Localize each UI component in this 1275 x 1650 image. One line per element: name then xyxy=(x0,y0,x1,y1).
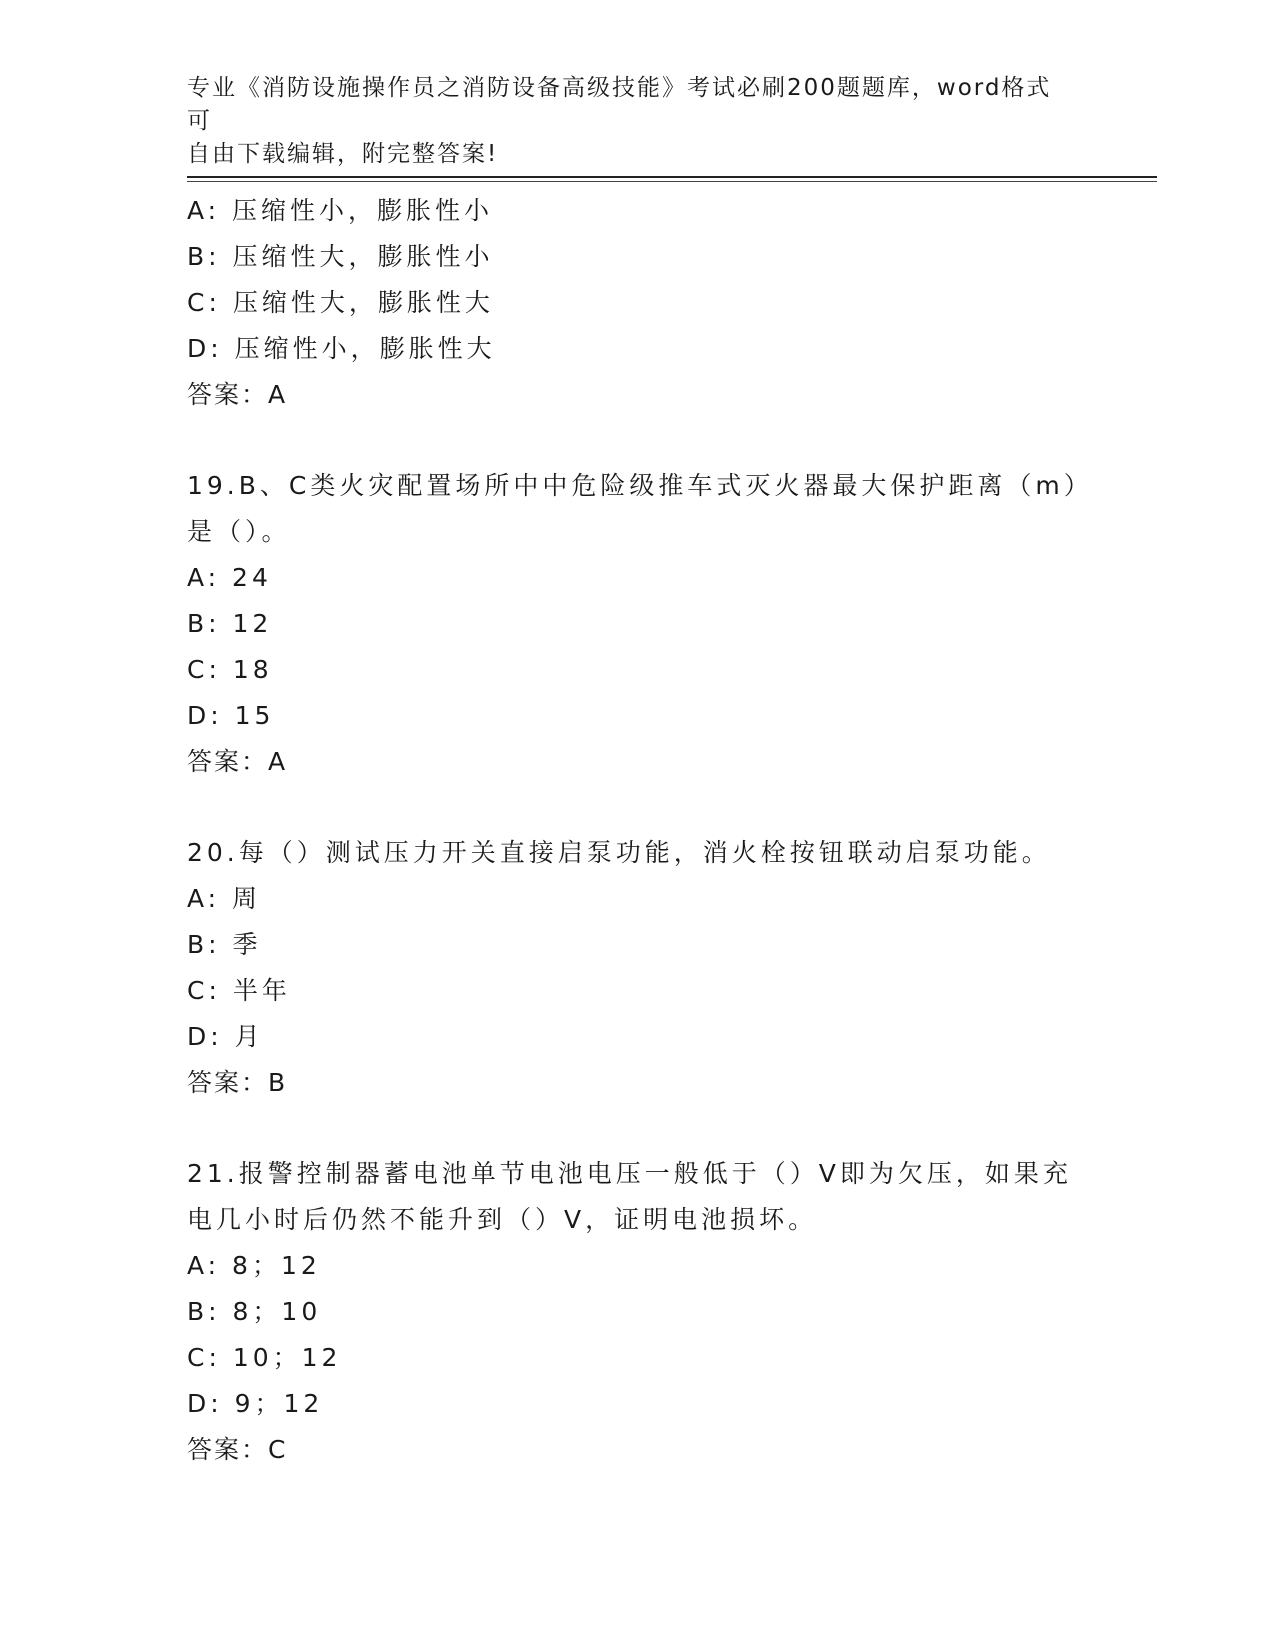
option-b: B: 12 xyxy=(187,609,273,638)
spacer xyxy=(187,1106,1087,1151)
option-a: A: 8；12 xyxy=(187,1251,321,1280)
option-d: D: 压缩性小，膨胀性大 xyxy=(187,334,496,363)
option-c: C: 压缩性大，膨胀性大 xyxy=(187,288,494,317)
question-19 xyxy=(187,463,1093,785)
option-c: C: 18 xyxy=(187,655,273,684)
header-line-2: 自由下载编辑，附完整答案! xyxy=(187,141,499,167)
question-list xyxy=(187,188,1093,1473)
question-21 xyxy=(187,1151,1087,1473)
option-a: A: 压缩性小，膨胀性小 xyxy=(187,196,494,225)
answer: 答案：C xyxy=(187,1435,288,1464)
option-b: B: 压缩性大，膨胀性小 xyxy=(187,242,494,271)
option-d: D: 月 xyxy=(187,1022,264,1051)
spacer xyxy=(187,785,1087,830)
header-line-1: 专业《消防设施操作员之消防设备高级技能》考试必刷200题题库，word格式可 xyxy=(187,75,1052,134)
question-stem-continued: 电几小时后仍然不能升到（）V，证明电池损坏。 xyxy=(187,1205,818,1234)
option-b: B: 8；10 xyxy=(187,1297,322,1326)
option-b: B: 季 xyxy=(187,930,262,959)
question-20 xyxy=(187,830,1087,1106)
document-header xyxy=(187,72,1067,171)
answer: 答案：A xyxy=(187,380,288,409)
question-stem: 19.B、C类火灾配置场所中中危险级推车式灭火器最大保护距离（m） xyxy=(187,471,1093,500)
header-divider-thick xyxy=(187,176,1157,178)
question-stem-continued: 是（）。 xyxy=(187,517,291,546)
question-stem: 20.每（）测试压力开关直接启泵功能，消火栓按钮联动启泵功能。 xyxy=(187,838,1051,867)
header-divider-thin xyxy=(187,181,1157,182)
option-c: C: 10；12 xyxy=(187,1343,342,1372)
spacer xyxy=(187,418,1087,463)
document-page xyxy=(187,0,1157,1650)
question-stem: 21.报警控制器蓄电池单节电池电压一般低于（）V即为欠压，如果充 xyxy=(187,1159,1072,1188)
option-d: D: 9；12 xyxy=(187,1389,324,1418)
answer: 答案：B xyxy=(187,1068,288,1097)
question-18 xyxy=(187,188,1087,418)
option-c: C: 半年 xyxy=(187,976,291,1005)
option-a: A: 24 xyxy=(187,563,272,592)
answer: 答案：A xyxy=(187,747,288,776)
option-a: A: 周 xyxy=(187,884,262,913)
option-d: D: 15 xyxy=(187,701,275,730)
